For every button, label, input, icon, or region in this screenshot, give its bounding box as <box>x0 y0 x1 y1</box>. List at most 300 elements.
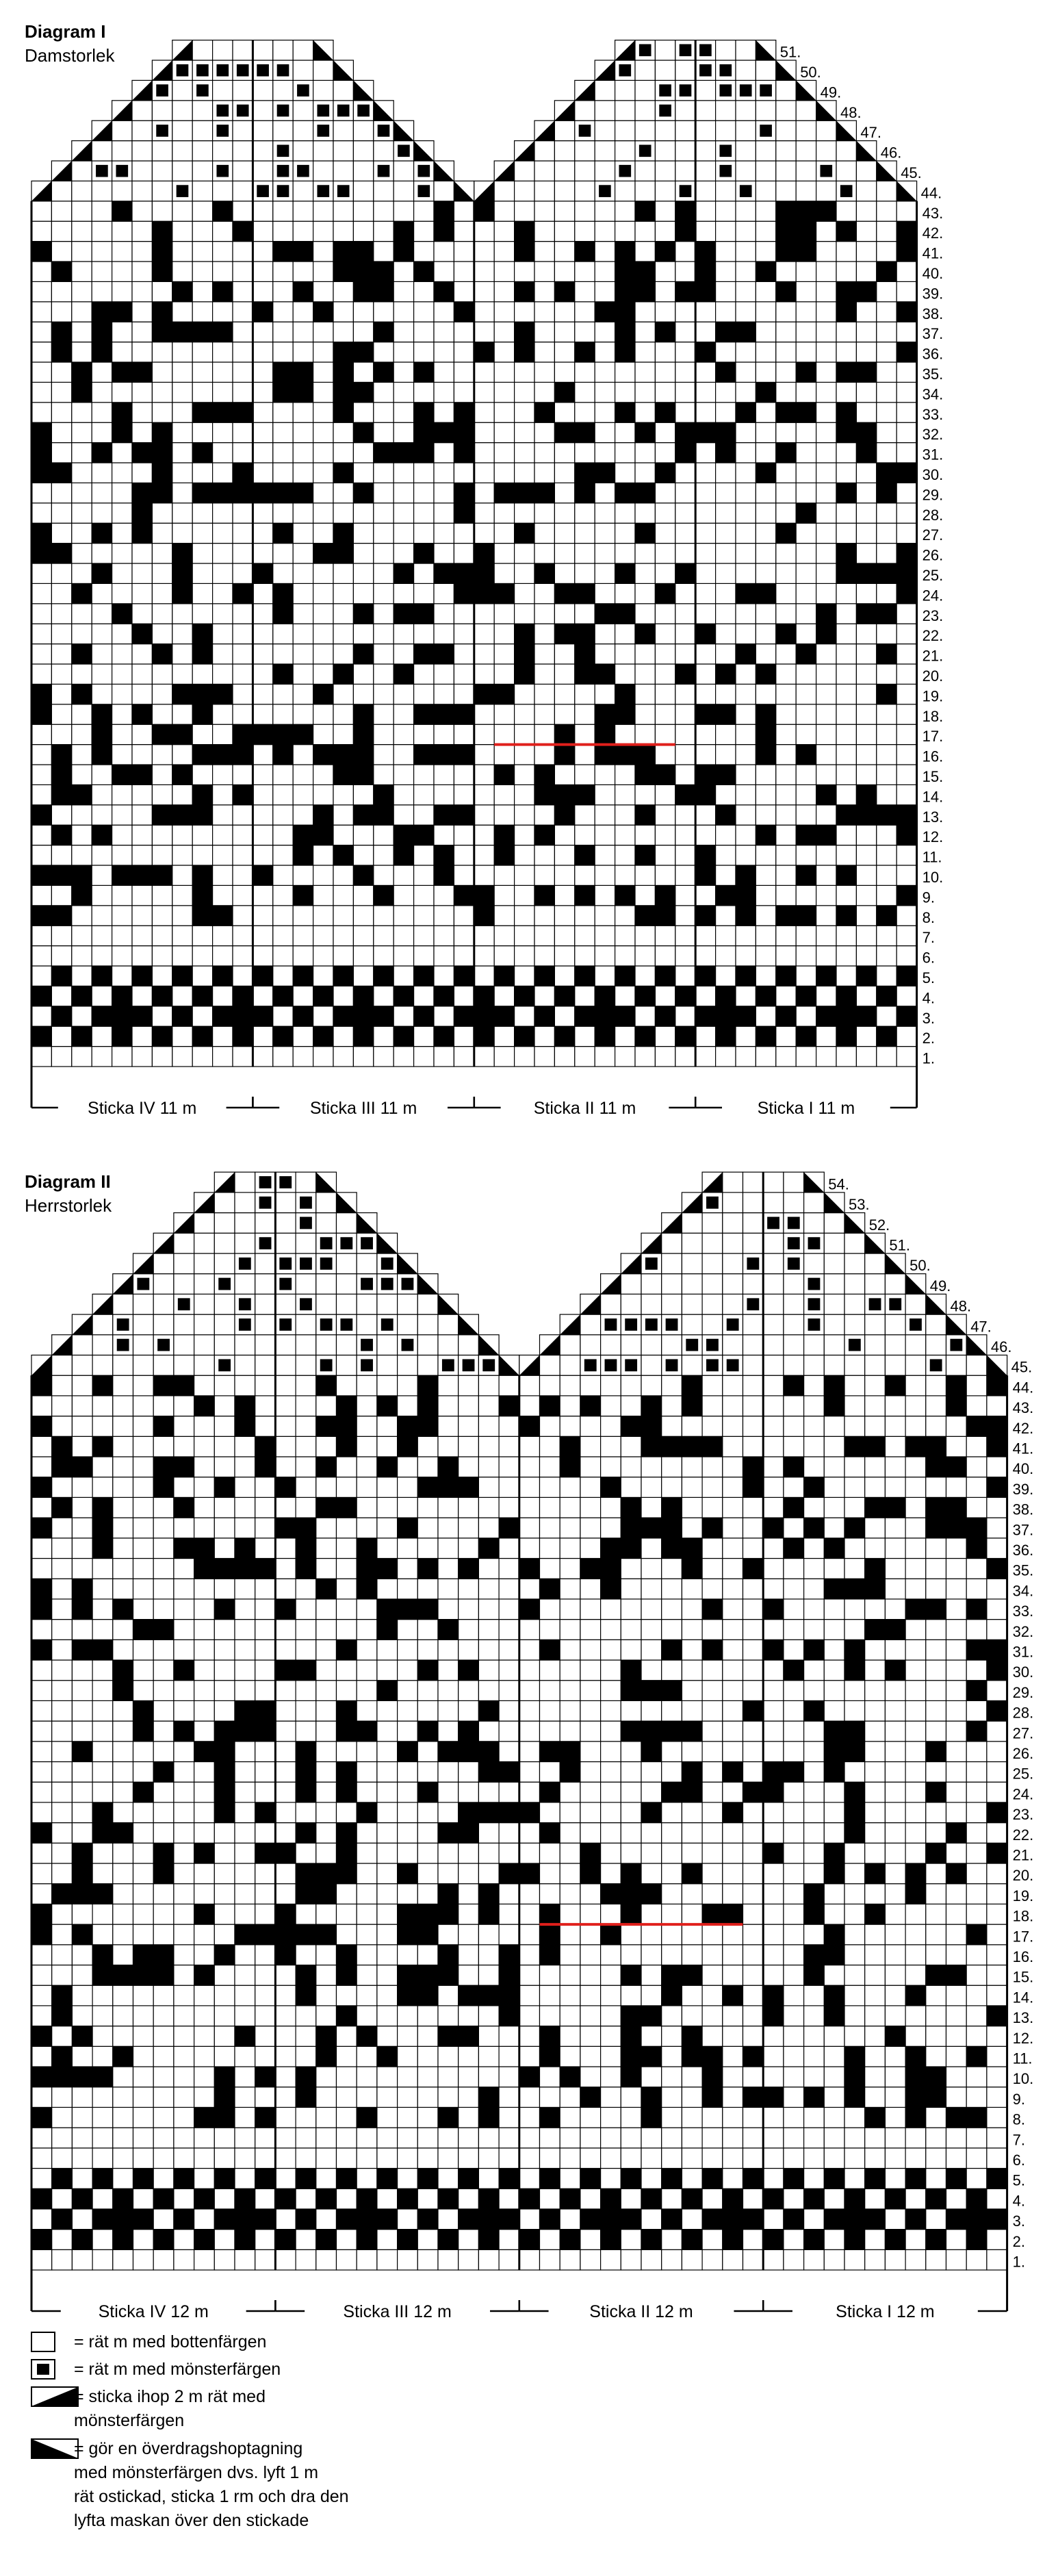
base-stitch <box>926 2026 946 2047</box>
base-stitch <box>784 2006 804 2026</box>
base-stitch <box>174 1863 194 1884</box>
base-stitch <box>417 1497 438 1518</box>
base-stitch <box>72 2249 92 2270</box>
base-stitch <box>51 281 71 301</box>
base-stitch <box>235 1742 255 1762</box>
base-stitch <box>454 986 474 1006</box>
pattern-stitch <box>275 1904 296 1924</box>
pattern-stitch <box>695 906 715 926</box>
base-stitch <box>333 503 353 523</box>
base-stitch <box>804 1762 825 1783</box>
base-stitch <box>702 1924 723 1945</box>
base-stitch <box>885 1742 905 1762</box>
pattern-stitch <box>641 2046 662 2067</box>
base-stitch <box>816 986 836 1006</box>
base-stitch <box>235 2169 255 2189</box>
base-stitch <box>113 2067 133 2087</box>
base-stitch <box>776 845 796 865</box>
base-stitch <box>784 1396 804 1416</box>
base-stitch <box>816 463 836 483</box>
base-stitch <box>716 523 736 543</box>
base-stitch <box>72 483 92 502</box>
row-number: 40. <box>1012 1460 1034 1478</box>
base-stitch <box>580 2006 601 2026</box>
base-stitch <box>374 302 393 322</box>
pattern-stitch <box>784 1375 804 1396</box>
pattern-stitch <box>776 281 796 301</box>
pattern-stitch <box>534 966 554 986</box>
pattern-stitch <box>877 644 896 664</box>
pattern-stitch <box>499 1945 519 1965</box>
base-stitch <box>52 1640 73 1660</box>
base-stitch <box>72 1660 92 1681</box>
pattern-stitch <box>702 1599 723 1620</box>
pattern-stitch <box>92 1965 113 1986</box>
pattern-stitch <box>575 242 595 262</box>
base-stitch <box>776 765 796 785</box>
base-stitch <box>152 704 172 724</box>
pattern-stitch <box>31 1904 52 1924</box>
row-number: 45. <box>901 164 922 181</box>
pattern-stitch <box>297 165 309 177</box>
base-stitch <box>174 1823 194 1844</box>
base-stitch <box>275 1416 296 1437</box>
base-stitch <box>275 1782 296 1802</box>
base-stitch <box>595 845 615 865</box>
base-stitch <box>580 2128 601 2148</box>
base-stitch <box>743 2128 764 2148</box>
base-stitch <box>554 403 574 422</box>
pattern-stitch <box>417 1782 438 1802</box>
base-stitch <box>641 1843 662 1863</box>
pattern-stitch <box>357 1721 377 1742</box>
pattern-stitch <box>560 2067 580 2087</box>
base-stitch <box>316 1660 337 1681</box>
base-stitch <box>494 201 514 221</box>
base-stitch <box>153 2249 174 2270</box>
base-stitch <box>926 1802 946 1823</box>
base-stitch <box>763 1904 784 1924</box>
base-stitch <box>112 443 132 463</box>
base-stitch <box>275 1823 296 1844</box>
base-stitch <box>702 2148 723 2169</box>
base-stitch <box>316 1985 337 2006</box>
base-stitch <box>316 1477 337 1498</box>
base-stitch <box>844 2169 865 2189</box>
base-stitch <box>702 1579 723 1599</box>
base-stitch <box>454 906 474 926</box>
base-stitch <box>534 845 554 865</box>
pattern-stitch <box>374 322 393 342</box>
pattern-stitch <box>381 1258 393 1270</box>
base-stitch <box>132 745 152 765</box>
base-stitch <box>885 1477 905 1498</box>
base-stitch <box>580 1375 601 1396</box>
pattern-stitch <box>316 2189 337 2209</box>
base-stitch <box>494 463 514 483</box>
base-stitch <box>824 1497 844 1518</box>
base-stitch <box>214 1620 235 1640</box>
base-stitch <box>896 664 916 684</box>
base-stitch <box>333 443 353 463</box>
base-stitch <box>756 443 775 463</box>
base-stitch <box>31 1721 52 1742</box>
pattern-stitch <box>784 1762 804 1783</box>
base-stitch <box>72 342 92 362</box>
base-stitch <box>438 1721 459 1742</box>
base-stitch <box>213 262 233 281</box>
base-stitch <box>478 1457 499 1477</box>
base-stitch <box>459 1965 479 1986</box>
base-stitch <box>675 362 695 382</box>
row-number: 38. <box>922 305 944 322</box>
base-stitch <box>836 966 856 986</box>
pattern-stitch <box>216 125 229 137</box>
pattern-stitch <box>377 1599 398 1620</box>
base-stitch <box>172 523 192 543</box>
base-stitch <box>856 926 876 945</box>
base-stitch <box>695 986 715 1006</box>
pattern-stitch <box>946 1497 967 1518</box>
pattern-stitch <box>353 865 373 885</box>
needle-label: Sticka II 11 m <box>533 1099 636 1118</box>
pattern-stitch <box>214 1559 235 1579</box>
base-stitch <box>534 745 554 765</box>
pattern-stitch <box>719 84 732 97</box>
base-stitch <box>112 281 132 301</box>
pattern-stitch <box>316 2230 337 2250</box>
base-stitch <box>459 1599 479 1620</box>
base-stitch <box>560 1640 580 1660</box>
pattern-stitch <box>296 2209 316 2230</box>
base-stitch <box>756 422 775 442</box>
base-stitch <box>92 1721 113 1742</box>
pattern-stitch <box>313 684 333 704</box>
base-stitch <box>113 2087 133 2108</box>
base-stitch <box>31 2087 52 2108</box>
base-stitch <box>438 1640 459 1660</box>
base-stitch <box>655 704 675 724</box>
base-stitch <box>621 1762 641 1783</box>
base-stitch <box>702 1802 723 1823</box>
base-stitch <box>296 1681 316 1701</box>
pattern-stitch <box>844 1721 865 1742</box>
pattern-stitch <box>580 1559 601 1579</box>
base-stitch <box>824 2230 844 2250</box>
base-stitch <box>51 362 71 382</box>
pattern-stitch <box>540 1924 560 1945</box>
base-stitch <box>253 885 272 905</box>
pattern-stitch <box>398 1742 418 1762</box>
base-stitch <box>31 1457 52 1477</box>
base-stitch <box>51 946 71 966</box>
base-stitch <box>675 604 695 624</box>
base-stitch <box>675 765 695 785</box>
pattern-stitch <box>31 704 51 724</box>
base-stitch <box>575 604 595 624</box>
base-stitch <box>702 1620 723 1640</box>
pattern-stitch <box>896 302 916 322</box>
base-stitch <box>133 1436 154 1457</box>
base-stitch <box>293 644 313 664</box>
pattern-stitch <box>438 1945 459 1965</box>
base-stitch <box>655 926 675 945</box>
pattern-stitch <box>313 805 333 825</box>
base-stitch <box>560 1884 580 1904</box>
base-stitch <box>723 1863 743 1884</box>
base-stitch <box>716 583 736 603</box>
base-stitch <box>824 1436 844 1457</box>
base-stitch <box>662 1396 682 1416</box>
pattern-stitch <box>52 1436 73 1457</box>
pattern-stitch <box>515 483 534 502</box>
base-stitch <box>235 2046 255 2067</box>
base-stitch <box>784 2026 804 2047</box>
base-stitch <box>682 2087 702 2108</box>
base-stitch <box>52 1375 73 1396</box>
base-stitch <box>192 765 212 785</box>
pattern-stitch <box>353 483 373 502</box>
base-stitch <box>459 1681 479 1701</box>
base-stitch <box>31 362 51 382</box>
base-stitch <box>153 1497 174 1518</box>
base-stitch <box>459 1640 479 1660</box>
pattern-stitch <box>682 2046 702 2067</box>
base-stitch <box>540 2189 560 2209</box>
pattern-stitch <box>987 1802 1007 1823</box>
pattern-stitch <box>554 1026 574 1046</box>
base-stitch <box>494 1047 514 1067</box>
base-stitch <box>736 724 756 744</box>
pattern-stitch <box>641 2107 662 2128</box>
base-stitch <box>635 684 655 704</box>
pattern-stitch <box>784 1457 804 1477</box>
base-stitch <box>756 624 775 643</box>
base-stitch <box>353 544 373 563</box>
base-stitch <box>743 2148 764 2169</box>
base-stitch <box>417 1681 438 1701</box>
base-stitch <box>92 906 112 926</box>
base-stitch <box>885 1924 905 1945</box>
pattern-stitch <box>824 1985 844 2006</box>
pattern-stitch <box>192 403 212 422</box>
pattern-stitch <box>946 1823 967 1844</box>
base-stitch <box>534 1047 554 1067</box>
base-stitch <box>296 1436 316 1457</box>
pattern-stitch <box>333 523 353 543</box>
pattern-stitch <box>31 2067 52 2087</box>
pattern-stitch <box>575 463 595 483</box>
base-stitch <box>357 1416 377 1437</box>
base-stitch <box>675 322 695 342</box>
base-stitch <box>31 2249 52 2270</box>
pattern-stitch <box>639 44 651 56</box>
base-stitch <box>172 865 192 885</box>
base-stitch <box>776 503 796 523</box>
pattern-stitch <box>554 281 574 301</box>
base-stitch <box>554 362 574 382</box>
pattern-stitch <box>273 382 293 402</box>
base-stitch <box>478 2046 499 2067</box>
base-stitch <box>621 1477 641 1498</box>
pattern-stitch <box>540 1579 560 1599</box>
pattern-stitch <box>601 2209 621 2230</box>
base-stitch <box>337 1599 357 1620</box>
base-stitch <box>743 2026 764 2047</box>
base-stitch <box>499 2107 519 2128</box>
base-stitch <box>540 1965 560 1986</box>
base-stitch <box>641 1599 662 1620</box>
pattern-stitch <box>575 885 595 905</box>
pattern-stitch <box>844 2046 865 2067</box>
base-stitch <box>253 221 272 241</box>
base-stitch <box>133 1396 154 1416</box>
pattern-stitch <box>233 1026 253 1046</box>
pattern-stitch <box>454 422 474 442</box>
base-stitch <box>194 1802 215 1823</box>
pattern-stitch <box>214 1762 235 1783</box>
pattern-stitch <box>519 1559 540 1579</box>
base-stitch <box>494 885 514 905</box>
pattern-stitch <box>353 281 373 301</box>
needle-label: Sticka IV 11 m <box>88 1099 197 1118</box>
base-stitch <box>987 1965 1007 1986</box>
base-stitch <box>804 1497 825 1518</box>
base-stitch <box>580 2189 601 2209</box>
pattern-stitch <box>736 906 756 926</box>
base-stitch <box>192 825 212 845</box>
pattern-stitch <box>233 745 253 765</box>
base-stitch <box>357 1945 377 1965</box>
base-stitch <box>92 765 112 785</box>
base-stitch <box>736 201 756 221</box>
base-stitch <box>675 885 695 905</box>
pattern-stitch <box>398 1599 418 1620</box>
base-stitch <box>844 1863 865 1884</box>
base-stitch <box>621 2148 641 2169</box>
base-stitch <box>273 966 293 986</box>
base-stitch <box>641 1497 662 1518</box>
base-stitch <box>554 604 574 624</box>
pattern-stitch <box>459 1721 479 1742</box>
base-stitch <box>454 785 474 804</box>
pattern-stitch <box>804 1965 825 1986</box>
base-stitch <box>540 1863 560 1884</box>
base-stitch <box>885 1721 905 1742</box>
pattern-stitch <box>153 1620 174 1640</box>
pattern-stitch <box>896 583 916 603</box>
base-stitch <box>255 1884 276 1904</box>
pattern-stitch <box>277 64 289 77</box>
base-stitch <box>235 1518 255 1538</box>
pattern-stitch <box>824 1396 844 1416</box>
base-stitch <box>695 644 715 664</box>
base-stitch <box>580 1660 601 1681</box>
base-stitch <box>454 201 474 221</box>
base-stitch <box>374 201 393 221</box>
pattern-stitch <box>615 403 635 422</box>
pattern-stitch <box>706 1339 719 1351</box>
pattern-stitch <box>540 1782 560 1802</box>
base-stitch <box>434 825 454 845</box>
row-number: 20. <box>922 667 944 685</box>
pattern-stitch <box>595 1026 615 1046</box>
base-stitch <box>51 926 71 945</box>
base-stitch <box>682 2006 702 2026</box>
base-stitch <box>92 644 112 664</box>
base-stitch <box>554 664 574 684</box>
pattern-stitch <box>92 1945 113 1965</box>
base-stitch <box>796 262 816 281</box>
base-stitch <box>905 1762 926 1783</box>
base-stitch <box>844 2148 865 2169</box>
base-stitch <box>763 1802 784 1823</box>
base-stitch <box>662 2067 682 2087</box>
pattern-stitch <box>296 2169 316 2189</box>
row-number: 39. <box>922 285 944 303</box>
base-stitch <box>560 2087 580 2108</box>
pattern-stitch <box>417 1396 438 1416</box>
pattern-stitch <box>194 1843 215 1863</box>
pattern-stitch <box>414 403 434 422</box>
base-stitch <box>824 1681 844 1701</box>
base-stitch <box>112 583 132 603</box>
base-stitch <box>856 322 876 342</box>
base-stitch <box>438 1416 459 1437</box>
base-stitch <box>31 825 51 845</box>
pattern-stitch <box>723 1762 743 1783</box>
base-stitch <box>575 302 595 322</box>
base-stitch <box>966 1375 987 1396</box>
pattern-stitch <box>438 2026 459 2047</box>
pattern-stitch <box>113 2209 133 2230</box>
pattern-stitch <box>434 865 454 885</box>
base-stitch <box>153 1660 174 1681</box>
base-stitch <box>438 1985 459 2006</box>
base-stitch <box>946 2230 967 2250</box>
base-stitch <box>836 1047 856 1067</box>
base-stitch <box>133 1904 154 1924</box>
base-stitch <box>414 845 434 865</box>
pattern-stitch <box>333 342 353 362</box>
pattern-stitch <box>554 785 574 804</box>
base-stitch <box>296 2046 316 2067</box>
base-stitch <box>213 1047 233 1067</box>
pattern-stitch <box>946 1457 967 1477</box>
base-stitch <box>478 1843 499 1863</box>
base-stitch <box>255 2128 276 2148</box>
pattern-stitch <box>454 966 474 986</box>
base-stitch <box>275 1700 296 1721</box>
base-stitch <box>214 1538 235 1559</box>
base-stitch <box>377 1802 398 1823</box>
base-stitch <box>357 1457 377 1477</box>
base-stitch <box>377 1863 398 1884</box>
pattern-stitch <box>824 1579 844 1599</box>
pattern-stitch <box>255 2107 276 2128</box>
base-stitch <box>353 624 373 643</box>
base-stitch <box>192 1047 212 1067</box>
base-stitch <box>213 583 233 603</box>
base-stitch <box>865 1700 886 1721</box>
base-stitch <box>534 242 554 262</box>
base-stitch <box>723 1375 743 1396</box>
base-stitch <box>702 1945 723 1965</box>
base-stitch <box>816 544 836 563</box>
pattern-stitch <box>438 1477 459 1498</box>
base-stitch <box>293 322 313 342</box>
base-stitch <box>865 2148 886 2169</box>
